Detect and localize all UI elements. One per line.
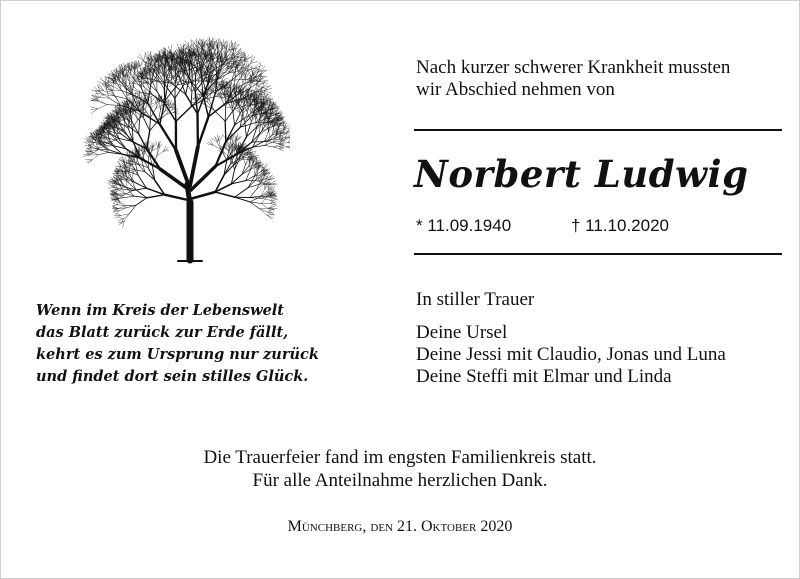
poem [36, 300, 319, 388]
poem-line-4: und findet dort sein stilles Glück. [36, 368, 309, 385]
divider-top [414, 129, 782, 131]
divider-bottom [414, 253, 782, 255]
poem-line-3: kehrt es zum Ursprung nur zurück [36, 346, 319, 363]
mourners-list [416, 322, 726, 388]
mourning-heading: In stiller Trauer [416, 289, 535, 310]
mourning-block [416, 289, 726, 388]
closing-line-2: Für alle Anteilnahme herzlichen Dank. [252, 470, 548, 491]
death-date: † 11.10.2020 [571, 216, 669, 235]
poem-line-2: das Blatt zurück zur Erde fällt, [36, 324, 289, 341]
deceased-name: Norbert Ludwig [414, 152, 749, 196]
intro-line-2: wir Abschied nehmen von [416, 79, 615, 100]
closing-text [0, 446, 800, 492]
intro-text [416, 57, 730, 101]
birth-date: * 11.09.1940 [416, 216, 512, 235]
tree-silhouette-icon [40, 24, 290, 264]
poem-line-1: Wenn im Kreis der Lebenswelt [36, 302, 285, 319]
closing-line-1: Die Trauerfeier fand im engsten Familienkreis statt. [203, 447, 597, 468]
mourner-1: Deine Ursel [416, 322, 508, 343]
mourner-3: Deine Steffi mit Elmar und Linda [416, 366, 672, 387]
mourner-2: Deine Jessi mit Claudio, Jonas und Luna [416, 344, 726, 365]
intro-line-1: Nach kurzer schwerer Krankheit mussten [416, 57, 731, 78]
place-and-date: Münchberg, den 21. Oktober 2020 [287, 518, 513, 535]
